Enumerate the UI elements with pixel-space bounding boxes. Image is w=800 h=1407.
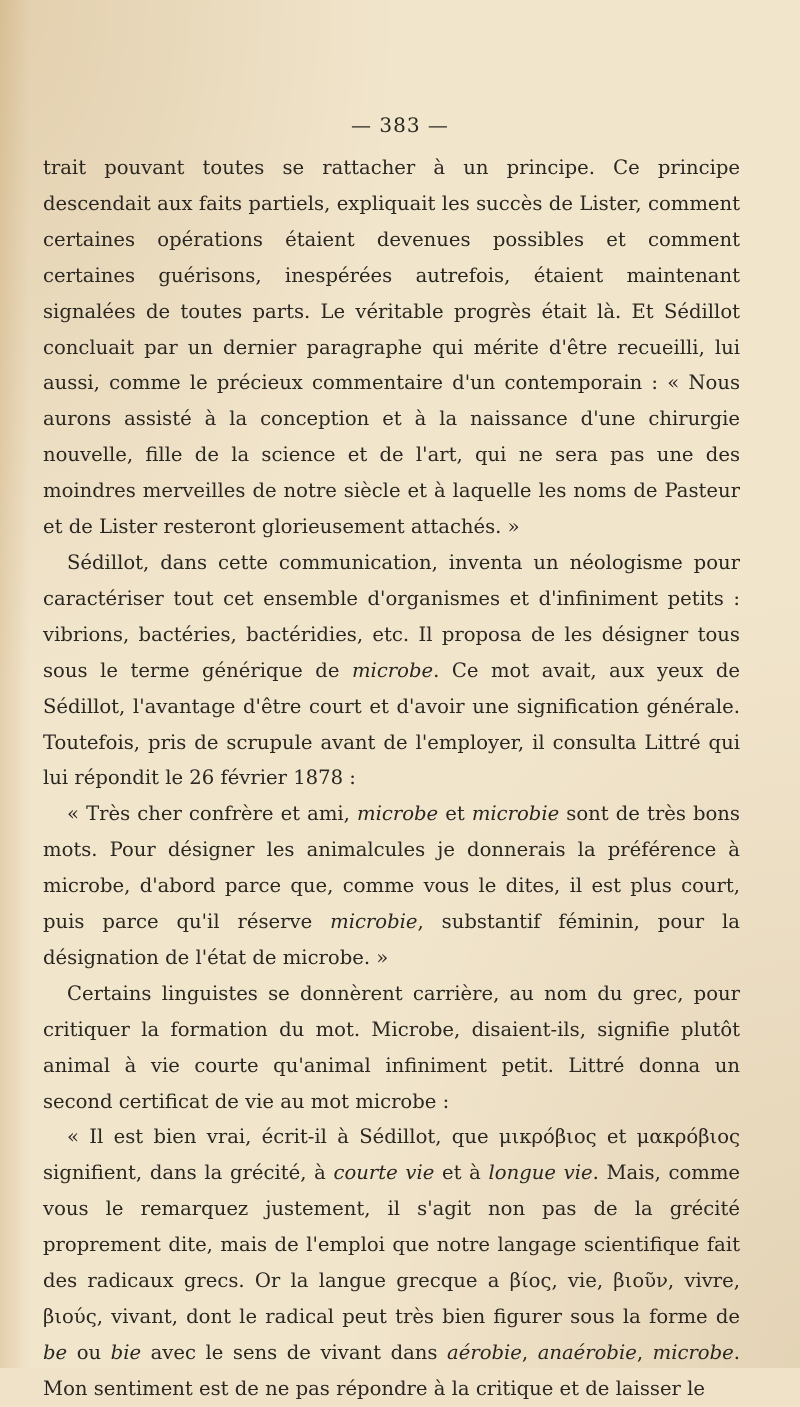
text-run: . Ce mot avait, aux yeux de Sédillot, l'avantage d'être court et d'avoir une signification générale. Toutefois, pris de scrupule avant de l'employer, il consulta Littré qui lui répondit le 26 février 1878 : — [43, 658, 741, 790]
italic-term: microbie — [471, 802, 560, 826]
italic-term: aérobie — [447, 1340, 522, 1364]
text-run: avec le sens de vivant dans — [141, 1340, 448, 1364]
text-run: . Mais, comme vous le remarquez justement, il s'agit non pas de la grécité proprement dite, mais de l'emploi que notre langage scientifique fait des radicaux grecs. Or la langue grecque a βίος, vie, βιοῦν, vivre, βιούς, vivant, dont le radical peut très bien figurer sous la forme de — [43, 1161, 740, 1328]
text-run: « Il est bien vrai, écrit-il à Sédillot, que μικρόβιος et μακρόβιος signifient, dans la grécité, à — [43, 1125, 740, 1185]
text-run: ou — [67, 1340, 111, 1364]
italic-term: microbe — [652, 1340, 734, 1364]
paragraph-4 — [43, 976, 740, 1120]
italic-term: anaérobie — [537, 1340, 637, 1364]
body-text — [43, 150, 740, 1407]
text-run: , substantif féminin, pour la désignation de l'état de microbe. » — [43, 910, 740, 969]
text-run: , — [636, 1340, 653, 1364]
paragraph-2 — [43, 545, 740, 796]
text-run: et à — [434, 1161, 489, 1185]
italic-term: microbie — [330, 910, 418, 934]
text-run: et — [438, 802, 472, 826]
italic-term: courte vie — [333, 1161, 435, 1185]
text-run: Certains linguistes se donnèrent carrière, au nom du grec, pour critiquer la formation du mot. Microbe, disaient-ils, signifie plutôt animal à vie courte qu'animal infiniment petit. Littré donna un second certificat de vie au mot microbe : — [43, 981, 740, 1113]
page-number: — 383 — — [351, 113, 449, 137]
italic-term: microbe — [351, 658, 434, 682]
text-run: . Mon sentiment est de ne pas répondre à la critique et de laisser le — [43, 1340, 740, 1400]
paragraph-1 — [43, 150, 740, 545]
paragraph-3 — [43, 796, 740, 976]
text-run: , — [521, 1340, 538, 1364]
italic-term: microbe — [357, 802, 439, 826]
italic-term: longue vie — [488, 1161, 593, 1185]
text-run: « Très cher confrère et ami, — [67, 802, 358, 826]
text-run: trait pouvant toutes se rattacher à un principe. Ce principe descendait aux faits partiels, expliquait les succès de Lister, comment certaines opérations étaient devenues possibles et comment certaines guérisons, inespérées autrefois, étaient maintenant signalées de toutes parts. Le véritable progrès était là. Et Sédillot concluait par un dernier paragraphe qui mérite d'être recueilli, lui aussi, comme le précieux commentaire d'un contemporain : « Nous aurons assisté à la conception et à la naissance d'une chirurgie nouvelle, fille de la science et de l'art, qui ne sera pas une des moindres merveilles de notre siècle et à laquelle les noms de Pasteur et de Lister resteront glorieusement attachés. » — [43, 156, 740, 539]
italic-term: bie — [110, 1340, 142, 1364]
text-run: sont de très bons mots. Pour désigner les animalcules je donnerais la préférence à microbe, d'abord parce que, comme vous le dites, il est plus court, puis parce qu'il réserve — [43, 802, 740, 934]
text-run: Sédillot, dans cette communication, inventa un néologisme pour caractériser tout cet ensemble d'organismes et d'infiniment petits : vibrions, bactéries, bactéridies, etc. Il proposa de les désigner tous sous le terme générique de — [43, 550, 740, 682]
italic-term: be — [43, 1340, 68, 1364]
paragraph-5 — [43, 1119, 740, 1406]
